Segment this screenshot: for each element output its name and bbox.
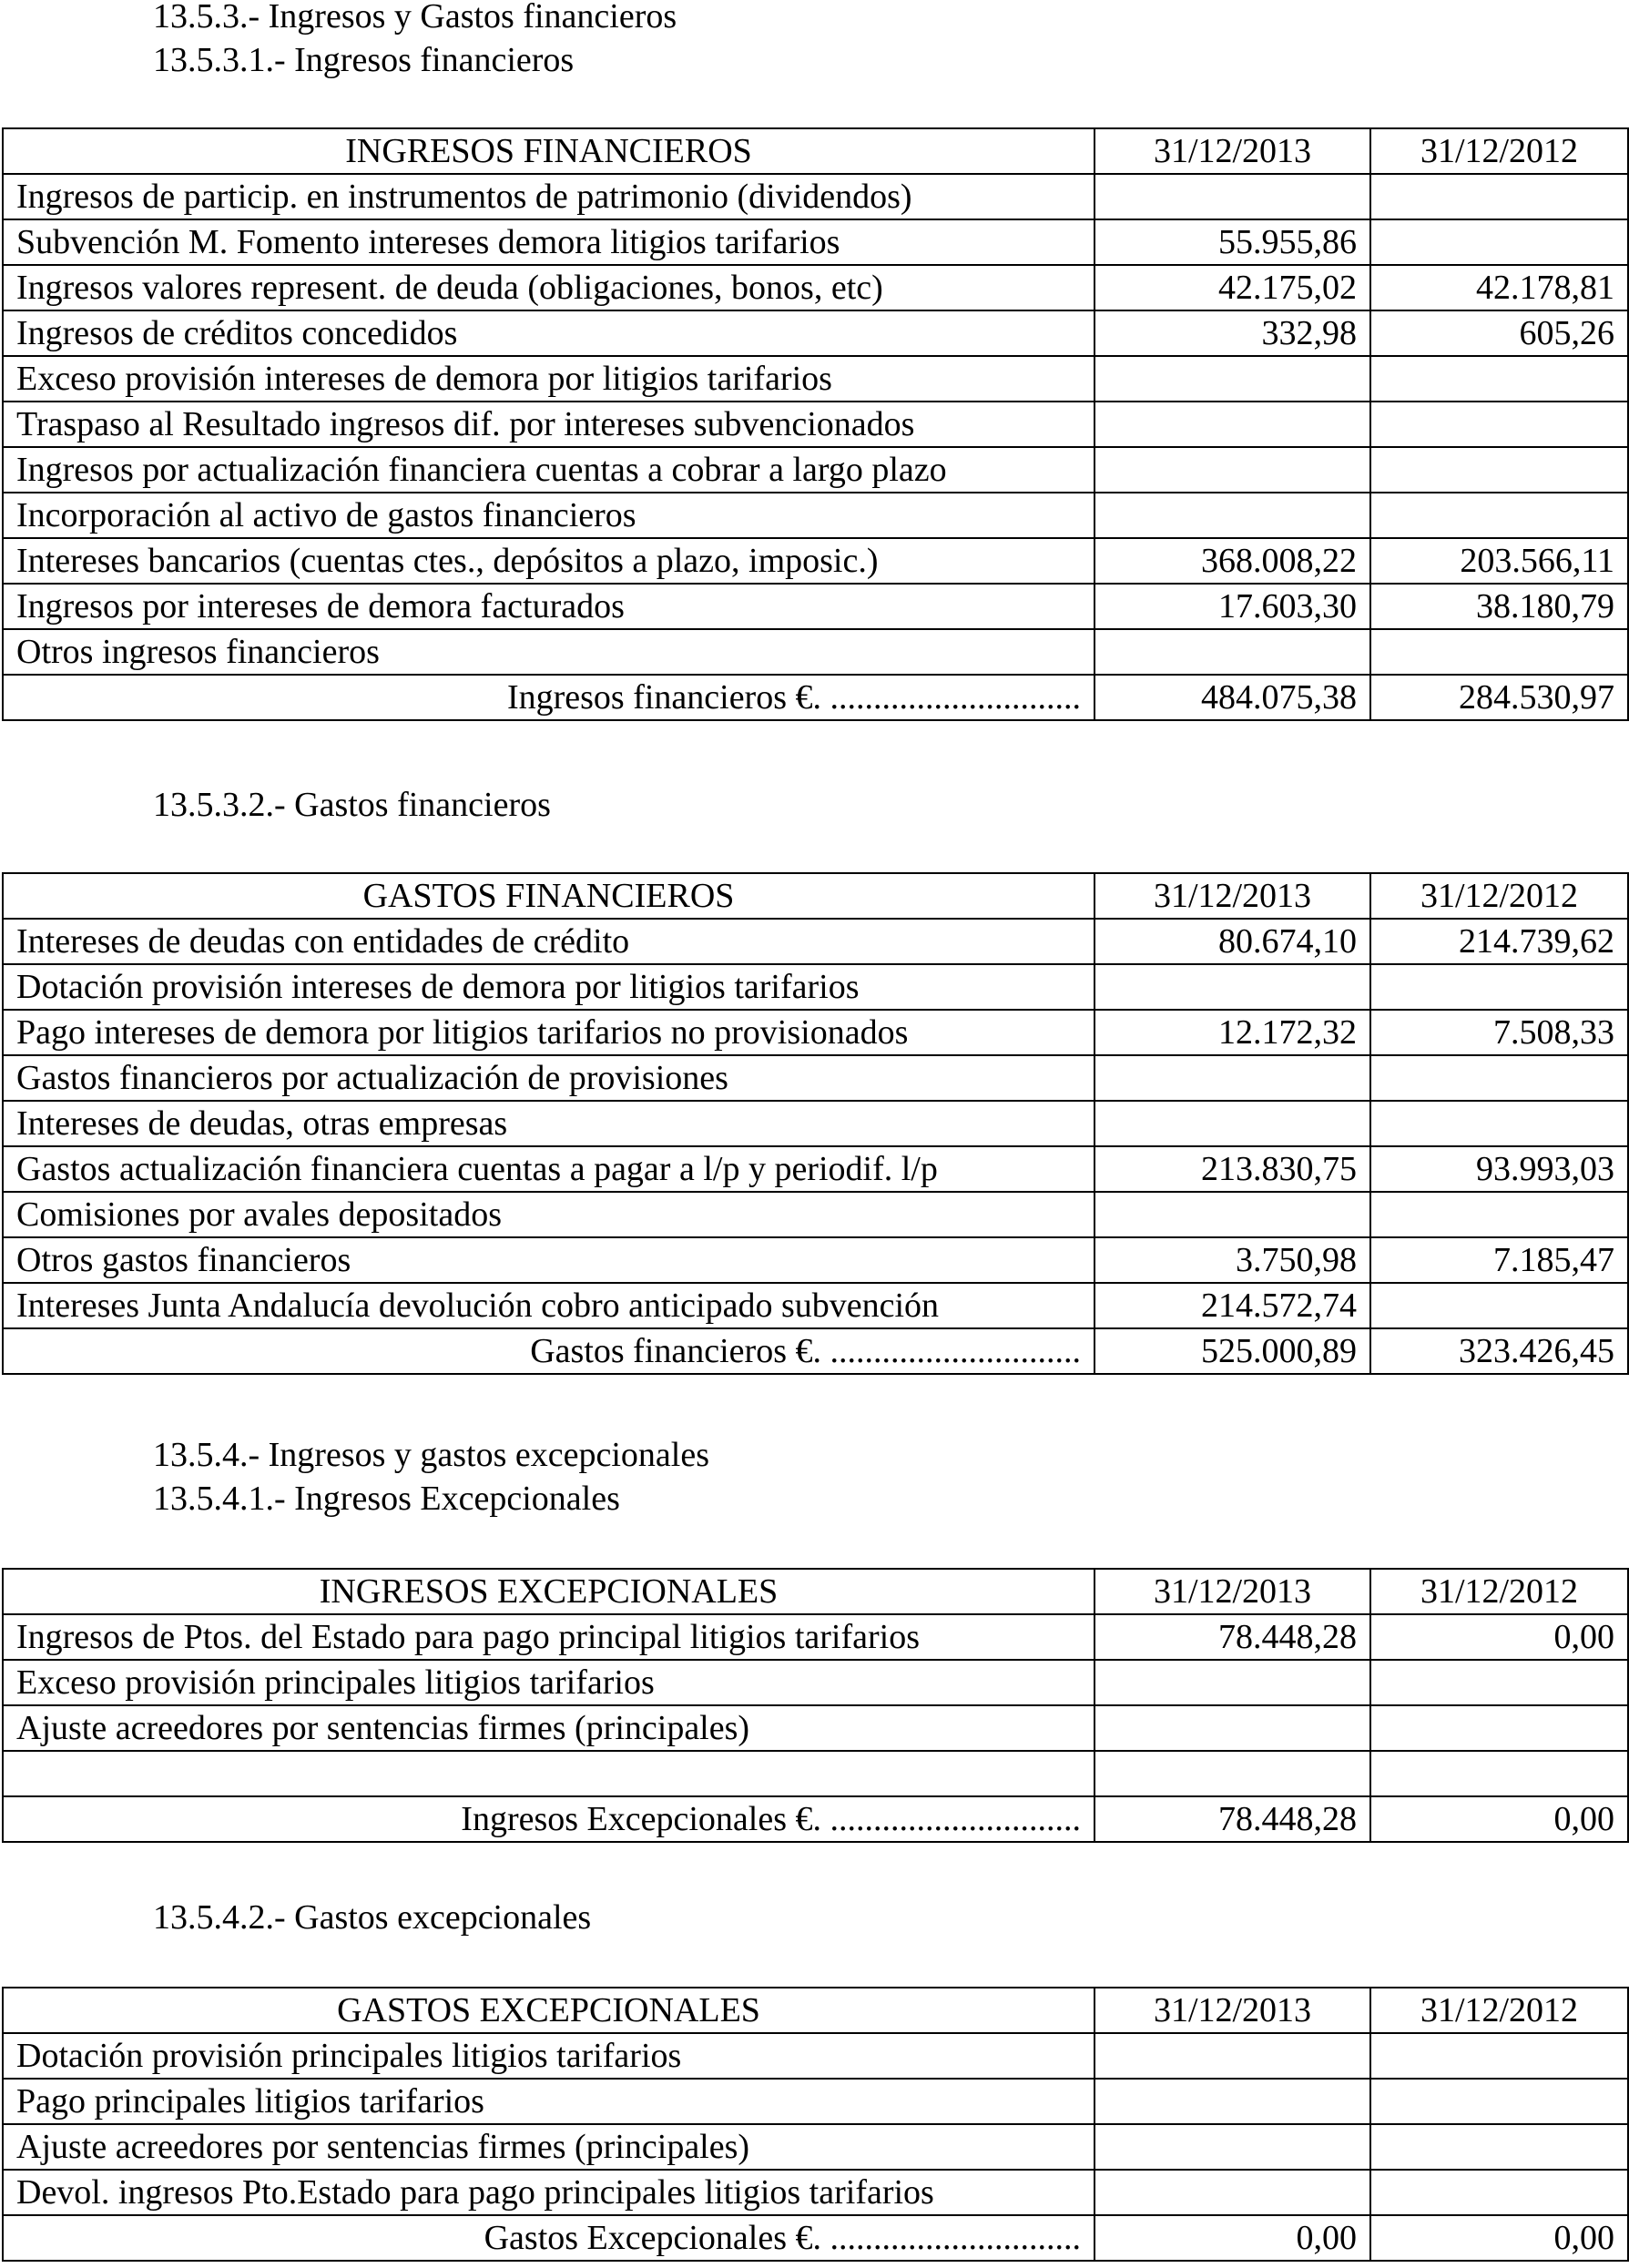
subsection-heading-gastos-financieros: 13.5.3.2.- Gastos financieros — [153, 786, 551, 824]
gastos-excepcionales-table — [2, 1987, 1629, 2262]
value-2012-cell — [1370, 1751, 1628, 1796]
value-2012-cell: 605,26 — [1370, 310, 1628, 356]
value-2013-cell — [1094, 964, 1370, 1010]
value-2012-cell: 31/12/2012 — [1370, 128, 1628, 174]
value-2012-cell: 323.426,45 — [1370, 1328, 1628, 1374]
table-row — [3, 493, 1628, 538]
value-2013-cell: 0,00 — [1094, 2215, 1370, 2261]
label-cell: Subvención M. Fomento intereses demora litigios tarifarios — [3, 219, 1094, 265]
value-2012-cell: 31/12/2012 — [1370, 1569, 1628, 1614]
value-2012-cell: 38.180,79 — [1370, 584, 1628, 629]
value-2013-cell — [1094, 402, 1370, 447]
value-2013-cell: 3.750,98 — [1094, 1237, 1370, 1283]
label-cell: Gastos actualización financiera cuentas a pagar a l/p y periodif. l/p — [3, 1146, 1094, 1192]
label-cell: Ingresos de particip. en instrumentos de patrimonio (dividendos) — [3, 174, 1094, 219]
table-row — [3, 964, 1628, 1010]
table-row — [3, 402, 1628, 447]
table-row — [3, 1055, 1628, 1101]
label-cell: INGRESOS EXCEPCIONALES — [3, 1569, 1094, 1614]
label-cell: GASTOS FINANCIEROS — [3, 873, 1094, 919]
value-2013-cell — [1094, 2170, 1370, 2215]
value-2012-cell — [1370, 1192, 1628, 1237]
label-cell: Intereses bancarios (cuentas ctes., depósitos a plazo, imposic.) — [3, 538, 1094, 584]
label-cell: Intereses Junta Andalucía devolución cobro anticipado subvención — [3, 1283, 1094, 1328]
label-cell: Otros gastos financieros — [3, 1237, 1094, 1283]
value-2013-cell — [1094, 1751, 1370, 1796]
table-row — [3, 219, 1628, 265]
label-cell: Intereses de deudas, otras empresas — [3, 1101, 1094, 1146]
label-cell: Pago principales litigios tarifarios — [3, 2079, 1094, 2124]
table-row — [3, 1146, 1628, 1192]
value-2012-cell: 284.530,97 — [1370, 675, 1628, 720]
subsection-heading-ingresos-financieros: 13.5.3.1.- Ingresos financieros — [153, 41, 575, 79]
label-cell: Gastos financieros €. ............................. — [3, 1328, 1094, 1374]
label-cell — [3, 1751, 1094, 1796]
value-2012-cell — [1370, 219, 1628, 265]
value-2012-cell — [1370, 493, 1628, 538]
label-cell: Ingresos de Ptos. del Estado para pago principal litigios tarifarios — [3, 1614, 1094, 1660]
label-cell: Ingresos valores represent. de deuda (obligaciones, bonos, etc) — [3, 265, 1094, 310]
value-2013-cell: 213.830,75 — [1094, 1146, 1370, 1192]
table-total-row — [3, 1796, 1628, 1842]
table-row — [3, 447, 1628, 493]
label-cell: Exceso provisión intereses de demora por litigios tarifarios — [3, 356, 1094, 402]
value-2012-cell: 31/12/2012 — [1370, 1988, 1628, 2033]
table-row — [3, 310, 1628, 356]
table-row — [3, 1101, 1628, 1146]
value-2012-cell: 214.739,62 — [1370, 919, 1628, 964]
value-2012-cell: 7.508,33 — [1370, 1010, 1628, 1055]
value-2012-cell: 203.566,11 — [1370, 538, 1628, 584]
value-2012-cell: 31/12/2012 — [1370, 873, 1628, 919]
table-row — [3, 2033, 1628, 2079]
table-header-row — [3, 873, 1628, 919]
table-row — [3, 1283, 1628, 1328]
value-2013-cell: 55.955,86 — [1094, 219, 1370, 265]
table-row — [3, 2124, 1628, 2170]
label-cell: Comisiones por avales depositados — [3, 1192, 1094, 1237]
table-row — [3, 174, 1628, 219]
value-2013-cell — [1094, 1705, 1370, 1751]
value-2013-cell: 31/12/2013 — [1094, 1988, 1370, 2033]
value-2012-cell — [1370, 2170, 1628, 2215]
value-2013-cell — [1094, 356, 1370, 402]
table-row — [3, 1751, 1628, 1796]
table-header-row — [3, 128, 1628, 174]
label-cell: Pago intereses de demora por litigios tarifarios no provisionados — [3, 1010, 1094, 1055]
table-row — [3, 265, 1628, 310]
label-cell: Ingresos por actualización financiera cuentas a cobrar a largo plazo — [3, 447, 1094, 493]
table-row — [3, 584, 1628, 629]
value-2012-cell — [1370, 402, 1628, 447]
table-row — [3, 2079, 1628, 2124]
value-2013-cell: 12.172,32 — [1094, 1010, 1370, 1055]
value-2013-cell: 525.000,89 — [1094, 1328, 1370, 1374]
label-cell: Dotación provisión intereses de demora por litigios tarifarios — [3, 964, 1094, 1010]
label-cell: INGRESOS FINANCIEROS — [3, 128, 1094, 174]
ingresos-financieros-table — [2, 127, 1629, 721]
value-2013-cell — [1094, 2079, 1370, 2124]
table-row — [3, 1237, 1628, 1283]
value-2013-cell: 17.603,30 — [1094, 584, 1370, 629]
value-2012-cell — [1370, 2124, 1628, 2170]
value-2013-cell: 31/12/2013 — [1094, 128, 1370, 174]
label-cell: Ingresos financieros €. ............................. — [3, 675, 1094, 720]
table-row — [3, 1010, 1628, 1055]
table-row — [3, 2170, 1628, 2215]
subsection-heading-gastos-excepcionales: 13.5.4.2.- Gastos excepcionales — [153, 1898, 592, 1937]
table-header-row — [3, 1988, 1628, 2033]
value-2012-cell — [1370, 356, 1628, 402]
value-2012-cell: 0,00 — [1370, 1614, 1628, 1660]
value-2013-cell: 484.075,38 — [1094, 675, 1370, 720]
label-cell: Ingresos por intereses de demora facturados — [3, 584, 1094, 629]
value-2012-cell — [1370, 964, 1628, 1010]
label-cell: Intereses de deudas con entidades de crédito — [3, 919, 1094, 964]
value-2012-cell: 7.185,47 — [1370, 1237, 1628, 1283]
table-row — [3, 356, 1628, 402]
value-2013-cell — [1094, 2124, 1370, 2170]
label-cell: Gastos Excepcionales €. ............................. — [3, 2215, 1094, 2261]
section-heading-ingresos-gastos-financieros: 13.5.3.- Ingresos y Gastos financieros — [153, 0, 677, 36]
value-2012-cell — [1370, 629, 1628, 675]
value-2013-cell — [1094, 629, 1370, 675]
value-2013-cell: 31/12/2013 — [1094, 1569, 1370, 1614]
label-cell: Gastos financieros por actualización de provisiones — [3, 1055, 1094, 1101]
table-row — [3, 629, 1628, 675]
value-2013-cell — [1094, 174, 1370, 219]
label-cell: Incorporación al activo de gastos financieros — [3, 493, 1094, 538]
value-2012-cell — [1370, 1101, 1628, 1146]
table-row — [3, 1705, 1628, 1751]
label-cell: GASTOS EXCEPCIONALES — [3, 1988, 1094, 2033]
label-cell: Ingresos Excepcionales €. ............................. — [3, 1796, 1094, 1842]
value-2013-cell — [1094, 1055, 1370, 1101]
table-total-row — [3, 1328, 1628, 1374]
value-2013-cell: 42.175,02 — [1094, 265, 1370, 310]
value-2013-cell: 80.674,10 — [1094, 919, 1370, 964]
value-2012-cell — [1370, 2033, 1628, 2079]
value-2012-cell: 0,00 — [1370, 1796, 1628, 1842]
value-2012-cell — [1370, 1283, 1628, 1328]
value-2012-cell — [1370, 1705, 1628, 1751]
value-2012-cell — [1370, 2079, 1628, 2124]
label-cell: Devol. ingresos Pto.Estado para pago principales litigios tarifarios — [3, 2170, 1094, 2215]
label-cell: Ajuste acreedores por sentencias firmes (principales) — [3, 2124, 1094, 2170]
gastos-financieros-table — [2, 872, 1629, 1375]
value-2012-cell — [1370, 447, 1628, 493]
value-2013-cell — [1094, 1192, 1370, 1237]
value-2012-cell — [1370, 174, 1628, 219]
subsection-heading-ingresos-excepcionales: 13.5.4.1.- Ingresos Excepcionales — [153, 1480, 620, 1518]
table-header-row — [3, 1569, 1628, 1614]
value-2013-cell — [1094, 1660, 1370, 1705]
label-cell: Otros ingresos financieros — [3, 629, 1094, 675]
value-2013-cell: 78.448,28 — [1094, 1796, 1370, 1842]
value-2012-cell: 0,00 — [1370, 2215, 1628, 2261]
table-total-row — [3, 675, 1628, 720]
label-cell: Ajuste acreedores por sentencias firmes (principales) — [3, 1705, 1094, 1751]
value-2013-cell: 214.572,74 — [1094, 1283, 1370, 1328]
table-row — [3, 1614, 1628, 1660]
value-2013-cell: 78.448,28 — [1094, 1614, 1370, 1660]
value-2012-cell: 42.178,81 — [1370, 265, 1628, 310]
table-total-row — [3, 2215, 1628, 2261]
value-2012-cell: 93.993,03 — [1370, 1146, 1628, 1192]
value-2013-cell — [1094, 2033, 1370, 2079]
section-heading-ingresos-gastos-excepcionales: 13.5.4.- Ingresos y gastos excepcionales — [153, 1436, 710, 1474]
value-2013-cell: 332,98 — [1094, 310, 1370, 356]
table-row — [3, 538, 1628, 584]
value-2013-cell — [1094, 1101, 1370, 1146]
label-cell: Dotación provisión principales litigios tarifarios — [3, 2033, 1094, 2079]
label-cell: Exceso provisión principales litigios tarifarios — [3, 1660, 1094, 1705]
value-2013-cell: 31/12/2013 — [1094, 873, 1370, 919]
value-2013-cell — [1094, 447, 1370, 493]
value-2012-cell — [1370, 1660, 1628, 1705]
table-row — [3, 919, 1628, 964]
value-2013-cell — [1094, 493, 1370, 538]
value-2012-cell — [1370, 1055, 1628, 1101]
value-2013-cell: 368.008,22 — [1094, 538, 1370, 584]
label-cell: Ingresos de créditos concedidos — [3, 310, 1094, 356]
ingresos-excepcionales-table — [2, 1568, 1629, 1843]
label-cell: Traspaso al Resultado ingresos dif. por intereses subvencionados — [3, 402, 1094, 447]
table-row — [3, 1660, 1628, 1705]
table-row — [3, 1192, 1628, 1237]
